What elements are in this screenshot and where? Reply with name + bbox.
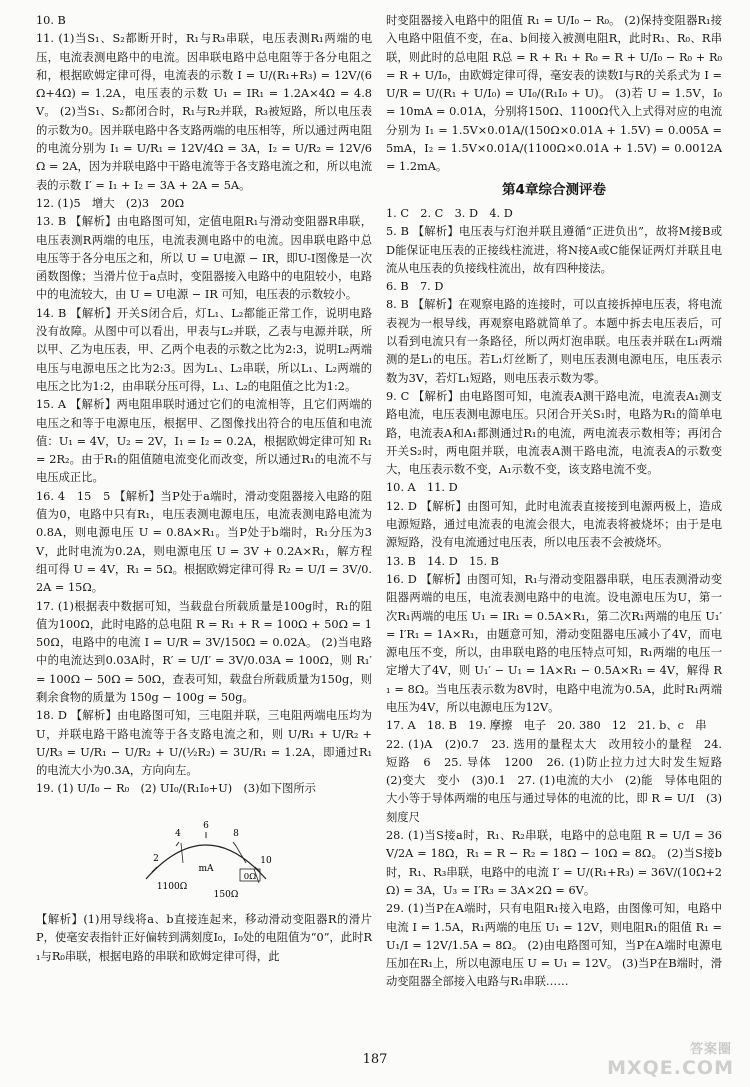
- section-title: 第4章综合测评卷: [502, 181, 606, 198]
- dial-label-150: 150Ω: [213, 889, 239, 900]
- ohmmeter-dial-figure: [126, 801, 286, 901]
- answer-1-4: 1. C 2. C 3. D 4. D: [386, 206, 513, 220]
- watermark-line1: 答案圈: [689, 1042, 732, 1057]
- answer-13: 13. B 【解析】由电路图可知，定值电阻R₁与滑动变阻器R串联，电压表测R两端的电压，电流表测电路中的电流。因串联电路中总电压等于各分电压之和，所以 U = U电源 − IR，即U-I图像是一次函数图像；当滑片位于a点时，变阻器接入电路中的电阻较小，电路中的电流较大，由 U = U电源 − IR 可知，电压表的示数较小。: [36, 215, 372, 302]
- answer-15: 15. A 【解析】两电阻串联时通过它们的电流相等，且它们两端的电压之和等于电源电压，根据甲、乙图像找出符合的电压值和电流值：U₁ = 4V，U₂ = 2V，I₁ = I₂ = 0.2A，根据欧姆定律可知 R₁ = 2R₂。由于R₁的阻值随电流变化而改变，所以通过R₁的电流不与电压成正比。: [36, 398, 376, 485]
- page-number: 187: [362, 1052, 388, 1067]
- answer-8: 8. B 【解析】在观察电路的连接时，可以直接拆掉电压表，将电流表视为一根导线，再观察电路就简单了。本题中拆去电压表后，可以看到电流只有一条路径，所以两灯泡串联。电压表并联在L₁两端测的是L₁的电压。若L₁灯丝断了，则电压表测电源电压，电压表示数为3V，若灯L₁短路，则电压表示数为零。: [386, 298, 722, 385]
- analysis-19: 【解析】(1)用导线将a、b直接连起来，移动滑动变阻器R的滑片P，使毫安表指针正好偏转到满刻度I₀，I₀处的电阻值为“0”，此时R₁与R₀串联，根据电路的串联和欧姆定律可得，此: [36, 913, 372, 963]
- answer-19: 19. (1) U/I₀ − R₀ (2) UI₀/(R₁I₀+U) (3)如下图所示: [36, 782, 316, 796]
- dial-unit: mA: [198, 863, 214, 874]
- answer-16: 16. D 【解析】由图可知，R₁与滑动变阻器串联，电压表测滑动变阻器两端的电压，电流表测电路中的电流。设电源电压为U，第一次R₁两端的电压 U₁ = IR₁ = 0.5A×R₁，第二次R₁两端的电压 U₁′ = I′R₁ = 1A×R₁，由题意可知，滑动变阻器电压减小了4V，而电源电压不变，所以，由串联电路的电压特点可知，R₁两端的电压一定增大了4V，则 U₁′ − U₁ = 1A×R₁ − 0.5A×R₁ = 4V，解得 R₁ = 8Ω。当电压表示数为8V时，电路中电流为0.5A，此时R₁两端电压为4V，所以电源电压为12V。: [386, 572, 726, 714]
- answer-5: 5. B 【解析】电压表与灯泡并联且遵循“正进负出”，故将M接B或D能保证电压表的正接线柱流进，将N接A或C能保证两灯并联且电流从电压表的负接线柱流出，故有四种接法。: [386, 225, 722, 275]
- answer-10-11: 10. A 11. D: [386, 481, 458, 495]
- dial-label-2: 2: [153, 853, 159, 864]
- answer-28: 28. (1)当S接a时，R₁、R₂串联，电路中的总电阻 R = U/I = 36V/2A = 18Ω，R₁ = R − R₂ = 18Ω − 10Ω = 8Ω。 (2)当S接b时，R₁、R₃串联，电路中的电流 I′ = U/(R₁+R₃) = 36V/(10Ω+2Ω) = 3A，U₃ = I′R₃ = 3A×2Ω = 6V。: [386, 829, 722, 897]
- dial-label-4: 4: [175, 828, 181, 839]
- dial-label-10: 10: [260, 855, 272, 866]
- answer-17-21: 17. A 18. B 19. 摩擦 电子 20. 380 12 21. b、c 串: [386, 719, 707, 733]
- answer-13-15: 13. B 14. D 15. B: [386, 554, 499, 568]
- answer-17: 17. (1)根据表中数据可知，当载盘台所载质量是100g时，R₁的阻值为100Ω，此时电路的总电阻 R = R₁ + R = 100Ω + 50Ω = 150Ω，电路中的电流 I = U/R = 3V/150Ω = 0.02A。 (2)当电路中的电流达到0.03A时，R′ = U/I′ = 3V/0.03A = 100Ω，则 R₁′ = 100Ω − 50Ω = 50Ω，查表可知，载盘台所载质量为150g，则剩余食物的质量为 150g − 100g = 50g。: [36, 599, 376, 704]
- left-column: [36, 12, 376, 966]
- answer-18: 18. D 【解析】由电路图可知，三电阻并联，三电阻两端电压均为U，并联电路干路电流等于各支路电流之和，则 U/R₁ + U/R₂ + U/R₃ = U/R₁ − U/R₂ + U/(½R₂) = 3U/R₁ = 1.2A，即通过R₁的电流大小为0.3A，方向向左。: [36, 709, 376, 778]
- right-column: [386, 12, 734, 992]
- watermark-line2: MXQE.COM: [607, 1057, 734, 1079]
- answer-16: 16. 4 15 5 【解析】当P处于a端时，滑动变阻器接入电路的阻值为0，电路中只有R₁，电压表测电源电压，电流表测电路电流为0.8A，则电源电压 U = 0.8A×R₁。当P处于b端时，R₁分压为3V，此时电流为0.2A，则电源电压 U = 3V + 0.2A×R₁，解方程组可得 U = 4V，R₁ = 5Ω。根据欧姆定律可得 R₂ = U/I = 3V/0.2A = 15Ω。: [36, 489, 372, 595]
- answer-14: 14. B 【解析】开关S闭合后，灯L₁、L₂都能正常工作，说明电路没有故障。从图中可以看出，甲表与L₂并联，乙表与电源并联，所以甲、乙为电压表，甲、乙两个电表的示数之比为2:3，说明L₂两端电压与电源电压之比为2:3。因为L₁、L₂串联，所以L₁、L₂两端的电压之比为1:2，由串联分压可得，L₁、L₂的电阻值之比为1:2。: [36, 306, 372, 393]
- answer-9: 9. C 【解析】由电路图可知，电流表A测干路电流，电流表A₁测支路电流，电压表测电源电压。只闭合开关S₁时，电路为R₁的简单电路，电流表A和A₁都测通过R₁的电流，两电流表示数相等；再闭合开关S₂时，两电阻并联，电流表A测干路电流，电流表A的示数变大，电压表示数不变，A₁示数不变，该支路电流不变。: [386, 389, 722, 477]
- answer-12: 12. (1)5 增大 (2)3 20Ω: [36, 196, 185, 210]
- answer-29: 29. (1)当P在A端时，只有电阻R₁接入电路，由图像可知，电路中电流 I = 1.5A，R₁两端的电压 U₁ = 12V，则电阻R₁的阻值 R₁ = U₁/I = 12V/1.5A = 8Ω。 (2)由电路图可知，当P在A端时电源电压加在R₁上，所以电源电压 U = U₁ = 12V。 (3)当P在B端时，滑动变阻器全部接入电路与R₁串联……: [386, 902, 726, 989]
- dial-label-0: 0Ω: [243, 871, 257, 882]
- answer-12: 12. D 【解析】由图可知，此时电流表直接接到电源两极上，造成电源短路，通过电流表的电流会很大，电流表将被烧坏；由于是电源短路，没有电流通过电压表，所以电压表不会被烧坏。: [386, 499, 722, 550]
- analysis-19-continued: 时变阻器接入电路中的阻值 R₁ = U/I₀ − R₀。 (2)保持变阻器R₁接入电路中阻值不变，在a、b间接入被测电阻R，此时R₁、R₀、R串联，则此时的总电阻 R总 = R + R₁ + R₀ = R + U/I₀ − R₀ + R₀ = R + U/I₀，由欧姆定律可得，毫安表的读数I与R的关系式为 I = U/R = U/(R₁ + U/I₀) = UI₀/(R₁I₀ + U)。 (3)若 U = 1.5V，I₀ = 10mA = 0.01A，分别将150Ω、1100Ω代入上式得对应的电流分别为 I₁ = 1.5V×0.01A/(150Ω×0.01A + 1.5V) = 0.005A = 5mA，I₂ = 1.5V×0.01A/(1100Ω×0.01A + 1.5V) = 0.0012A = 1.2mA。: [386, 14, 726, 174]
- dial-label-8: 8: [233, 828, 239, 839]
- dial-label-6: 6: [203, 820, 209, 831]
- answer-11: 11. (1)当S₁、S₂都断开时，R₁与R₃串联，电压表测R₁两端的电压，电流表测电路中的电流。因串联电路中总电阻等于各分电阻之和，根据欧姆定律可得，电流表的示数 I = U/(R₁+R₃) = 12V/(6Ω+4Ω) = 1.2A，电压表的示数 U₁ = IR₁ = 1.2A×4Ω = 4.8V。 (2)当S₁、S₂都闭合时，R₁与R₂并联，R₃被短路，所以电压表的示数为0。因并联电路中各支路两端的电压相等，所以通过两电阻的电流分别为 I₁ = U/R₁ = 12V/4Ω = 3A，I₂ = U/R₂ = 12V/6Ω = 2A，因为并联电路中干路电流等于各支路电流之和，所以电流表的示数 I′ = I₁ + I₂ = 3A + 2A = 5A。: [36, 32, 372, 192]
- answer-10: 10. B: [36, 14, 66, 27]
- site-watermark-logo: [607, 1031, 738, 1081]
- answer-22-27: 22. (1)A (2)0.7 23. 选用的量程太大 改用较小的量程 24. 短路 6 25. 导体 1200 26. (1)防止拉力过大时发生短路 (2)变大 变小 (3)0.1 27. (1)电流的大小 (2)能 导体电阻的大小等于导体两端的电压与通过导体的电流的比，即 R = U/I (3)刻度尺: [386, 737, 734, 824]
- answer-6-7: 6. B 7. D: [386, 280, 444, 294]
- dial-label-1100: 1100Ω: [156, 881, 188, 892]
